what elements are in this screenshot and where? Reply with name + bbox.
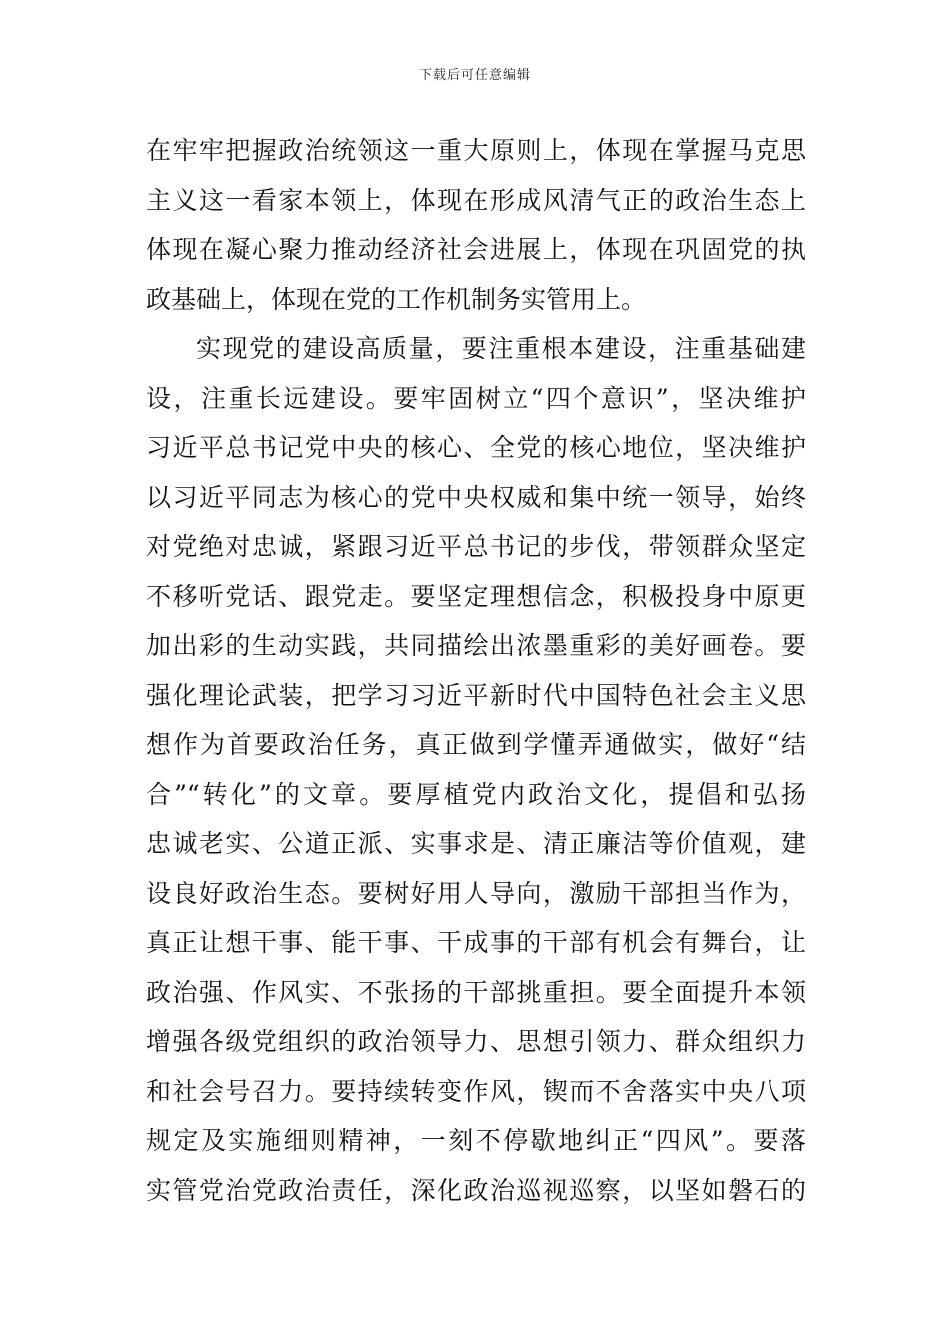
text-line: 以习近平同志为核心的党中央权威和集中统一领导，始终: [146, 482, 806, 512]
text-line: 政基础上，体现在党的工作机制务实管用上。: [146, 284, 647, 314]
text-line: 习近平总书记党中央的核心、全党的核心地位，坚决维护: [146, 433, 806, 462]
text-line: 增强各级党组织的政治领导力、思想引领力、群众组织力: [146, 1027, 806, 1056]
text-line: 合”“转化”的文章。要厚植党内政治文化，提倡和弘扬: [146, 779, 806, 809]
text-line: 规定及实施细则精神，一刻不停歇地纠正“四风”。要落: [146, 1126, 806, 1155]
text-line: 和社会号召力。要持续转变作风，锲而不舍落实中央八项: [146, 1076, 806, 1106]
text-line: 体现在凝心聚力推动经济社会进展上，体现在巩固党的执: [146, 235, 806, 264]
page-header: 下载后可任意编辑: [418, 68, 531, 83]
text-line: 真正让想干事、能干事、干成事的干部有机会有舞台，让: [146, 928, 806, 957]
text-line: 主义这一看家本领上，体现在形成风清气正的政治生态上: [146, 185, 806, 215]
text-line: 在牢牢把握政治统领这一重大原则上，体现在掌握马克思: [146, 136, 806, 165]
text-line: 加出彩的生动实践，共同描绘出浓墨重彩的美好画卷。要: [146, 631, 806, 660]
text-line: 不移听党话、跟党走。要坚定理想信念，积极投身中原更: [146, 581, 806, 611]
text-line: 政治强、作风实、不张扬的干部挑重担。要全面提升本领: [146, 977, 806, 1007]
text-line: 实现党的建设高质量，要注重根本建设，注重基础建: [196, 334, 806, 363]
paragraph-2: [146, 324, 806, 1215]
text-line: 对党绝对忠诚，紧跟习近平总书记的步伐，带领群众坚定: [146, 532, 806, 561]
text-line: 设良好政治生态。要树好用人导向，激励干部担当作为，: [146, 878, 806, 908]
paragraph-1: [146, 126, 806, 324]
document-body: [146, 126, 806, 1215]
text-line: 设，注重长远建设。要牢固树立“四个意识”，坚决维护: [146, 383, 806, 413]
text-line: 忠诚老实、公道正派、实事求是、清正廉洁等价值观，建: [146, 829, 806, 858]
text-line: 想作为首要政治任务，真正做到学懂弄通做实，做好“结: [146, 730, 806, 759]
text-line: 强化理论武装，把学习习近平新时代中国特色社会主义思: [146, 680, 806, 710]
text-line: 实管党治党政治责任，深化政治巡视巡察，以坚如磐石的: [146, 1175, 806, 1205]
